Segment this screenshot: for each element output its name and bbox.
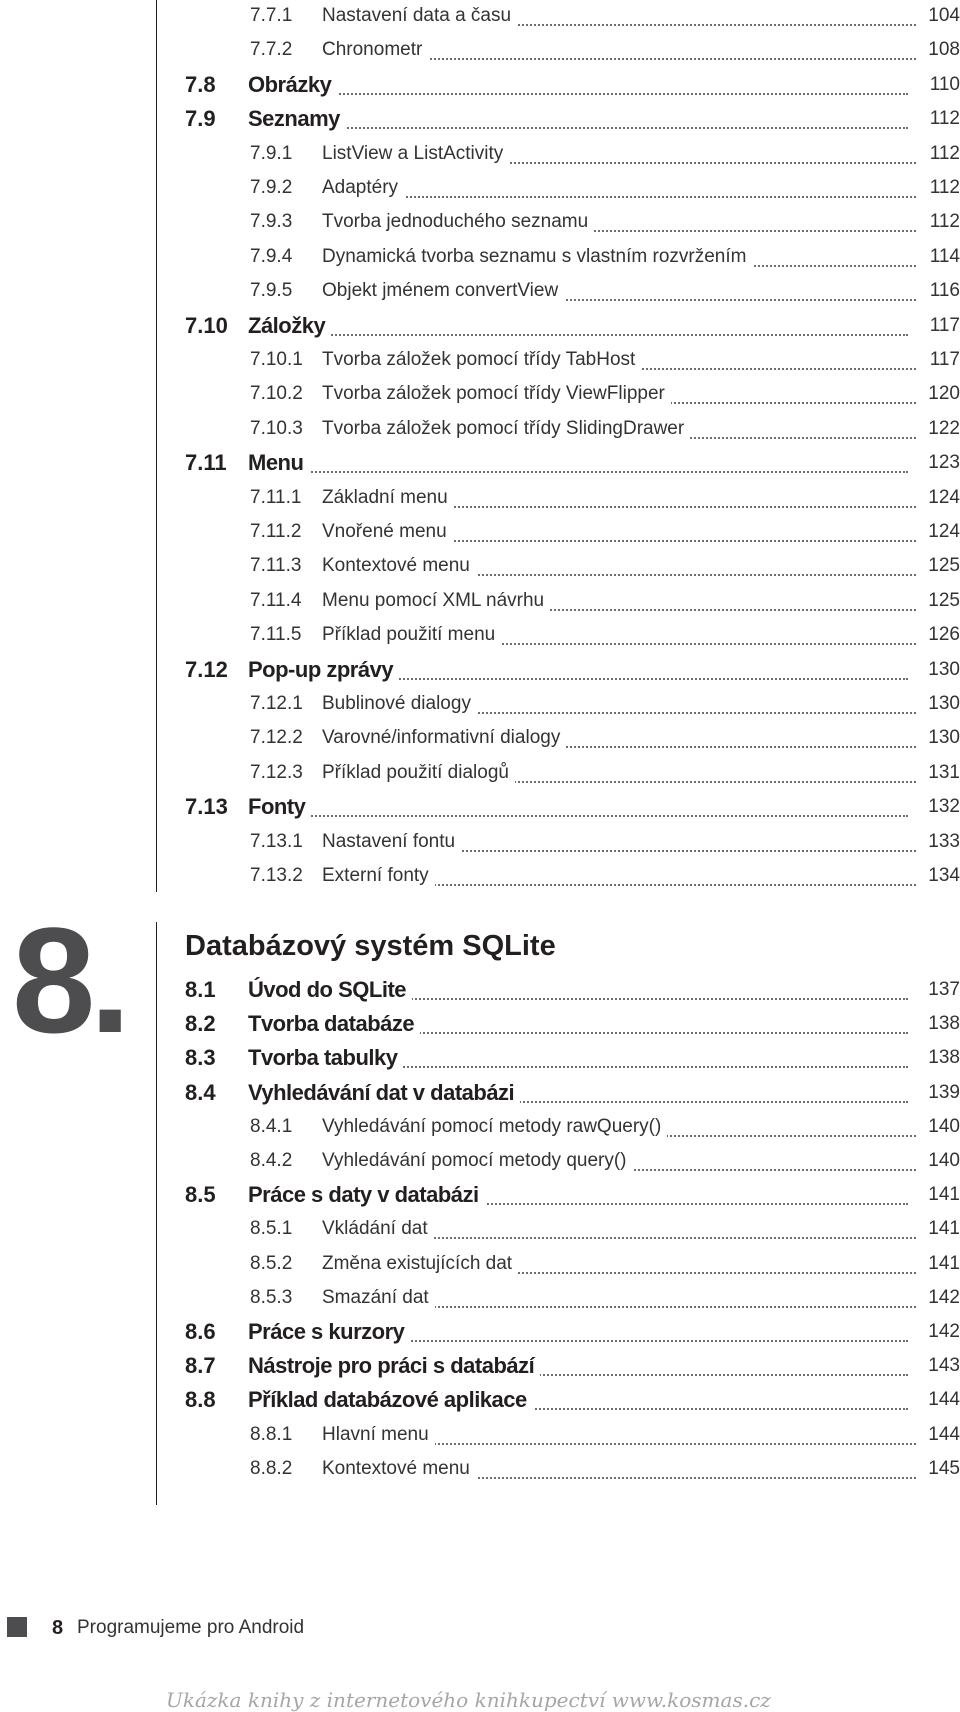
toc-entry-page: 117: [929, 349, 960, 370]
toc-entry-page: 110: [929, 73, 960, 95]
toc-entry-title: Nástroje pro práci s databází: [248, 1354, 540, 1378]
toc-entry-title: Smazání dat: [322, 1286, 435, 1310]
toc-entry-number: 8.8.2: [250, 1457, 293, 1479]
toc-entry-page: 126: [928, 624, 960, 646]
toc-entry-number: 8.3: [185, 1045, 216, 1071]
toc-entry-number: 7.9.3: [250, 211, 293, 233]
toc-entry-number: 7.12.2: [250, 727, 303, 749]
toc-entry-title: Hlavní menu: [322, 1423, 435, 1447]
toc-entry: [0, 1181, 960, 1211]
footer-page-number: 8: [52, 1617, 64, 1639]
toc-entry: [0, 243, 960, 273]
toc-entry-number: 7.11.1: [250, 486, 302, 508]
toc-entry-number: 8.5.2: [250, 1252, 293, 1274]
toc-entry-page: 133: [928, 830, 960, 852]
toc-entry-title: Tvorba tabulky: [248, 1046, 403, 1070]
toc-entry-title: Menu pomocí XML návrhu: [322, 589, 550, 613]
toc-entry: [0, 312, 960, 342]
toc-entry-page: 145: [928, 1457, 960, 1479]
toc-entry: [0, 71, 960, 101]
toc-entry: [0, 208, 960, 238]
toc-entry-page: 142: [928, 1321, 960, 1342]
toc-entry: [0, 656, 960, 686]
toc-entry-title: Adaptéry: [322, 176, 404, 200]
toc-entry-page: 144: [928, 1423, 960, 1445]
toc-entry-title: Pop-up zprávy: [248, 658, 399, 682]
toc-entry-title: Chronometr: [322, 38, 428, 62]
toc-entry-title: Tvorba záložek pomocí třídy ViewFlipper: [322, 382, 671, 406]
toc-entry-number: 7.11.2: [250, 521, 302, 542]
toc-entry-number: 7.12.1: [250, 693, 303, 714]
toc-entry: [0, 1284, 960, 1314]
toc-entry-number: 8.5: [185, 1182, 216, 1208]
toc-entry-page: 142: [928, 1286, 960, 1308]
toc-entry-title: Vyhledávání pomocí metody rawQuery(): [322, 1115, 667, 1139]
toc-entry-page: 120: [928, 383, 960, 405]
toc-entry-number: 7.10: [185, 312, 228, 338]
toc-entry-page: 137: [928, 979, 960, 1000]
toc-entry: [0, 828, 960, 858]
toc-entry-number: 7.7.1: [250, 5, 293, 26]
toc-entry-title: Úvod do SQLite: [248, 978, 412, 1002]
toc-entry-title: Tvorba databáze: [248, 1012, 420, 1036]
toc-entry-title: Externí fonty: [322, 864, 435, 888]
toc-entry-page: 130: [928, 693, 960, 714]
toc-entry-number: 7.11.5: [250, 624, 302, 646]
toc-entry-page: 114: [929, 245, 960, 267]
toc-entry-title: Základní menu: [322, 486, 454, 510]
toc-entry: [0, 552, 960, 582]
toc-entry-number: 8.8: [185, 1387, 216, 1413]
toc-entry-page: 131: [928, 761, 960, 783]
toc-entry-number: 7.7.2: [250, 39, 293, 61]
toc-entry-page: 112: [929, 108, 960, 130]
toc-entry-page: 125: [928, 589, 960, 611]
toc-entry-title: Nastavení data a času: [322, 4, 517, 28]
toc-entry: [0, 277, 960, 307]
toc-entry: [0, 36, 960, 66]
toc-entry-page: 140: [928, 1115, 960, 1137]
toc-entry-number: 7.13.2: [250, 865, 303, 886]
toc-entry-page: 130: [928, 658, 960, 680]
toc-entry-number: 8.7: [185, 1353, 216, 1379]
toc-entry-page: 140: [928, 1150, 960, 1171]
toc-entry-page: 122: [928, 417, 960, 439]
toc-entry-title: Tvorba záložek pomocí třídy SlidingDrawer: [322, 417, 690, 441]
toc-entry-title: Vyhledávání pomocí metody query(): [322, 1149, 633, 1173]
toc-entry-number: 7.10.2: [250, 383, 303, 405]
toc-entry-title: ListView a ListActivity: [322, 142, 509, 166]
toc-entry-number: 7.13: [185, 794, 228, 820]
toc-entry: [0, 976, 960, 1006]
toc-entry: [0, 1318, 960, 1348]
toc-entry: [0, 2, 960, 32]
toc-entry: [0, 621, 960, 651]
toc-entry: [0, 1044, 960, 1074]
toc-entry-title: Tvorba jednoduchého seznamu: [322, 210, 594, 234]
toc-entry: [0, 449, 960, 479]
toc-entry-title: Příklad použití dialogů: [322, 761, 515, 785]
toc-entry-number: 7.11: [185, 450, 227, 476]
toc-entry-title: Vyhledávání dat v databázi: [248, 1081, 520, 1105]
toc-entry-page: 112: [929, 177, 960, 198]
toc-entry-page: 123: [928, 452, 960, 474]
toc-entry-title: Kontextové menu: [322, 1457, 476, 1481]
toc-entry: [0, 140, 960, 170]
toc-entry-title: Fonty: [248, 795, 311, 819]
toc-entry-page: 104: [928, 5, 960, 26]
toc-leader-dots: [248, 316, 908, 336]
toc-entry-page: 141: [928, 1252, 960, 1274]
toc-entry: [0, 1215, 960, 1245]
toc-entry-number: 7.12.3: [250, 761, 303, 783]
toc-entry-number: 7.8: [185, 71, 216, 97]
toc-entry-number: 7.9.5: [250, 280, 293, 302]
toc-entry-number: 7.9.4: [250, 245, 293, 267]
toc-entry-page: 112: [929, 211, 960, 233]
toc-entry-page: 116: [929, 280, 960, 302]
toc-entry-number: 7.12: [185, 656, 228, 682]
toc-entry-page: 117: [929, 314, 960, 336]
toc-entry-title: Bublinové dialogy: [322, 692, 477, 716]
toc-entry-title: Příklad databázové aplikace: [248, 1388, 533, 1412]
toc-entry-number: 8.1: [185, 977, 216, 1002]
toc-entry: [0, 759, 960, 789]
toc-entry: [0, 1079, 960, 1109]
toc-entry-title: Dynamická tvorba seznamu s vlastním rozvržením: [322, 245, 752, 269]
toc-entry: [0, 1421, 960, 1451]
toc-entry-title: Tvorba záložek pomocí třídy TabHost: [322, 348, 641, 372]
toc-entry-title: Seznamy: [248, 107, 346, 131]
toc-entry-page: 124: [928, 486, 960, 508]
toc-entry-title: Varovné/informativní dialogy: [322, 726, 566, 750]
toc-entry-number: 8.5.3: [250, 1286, 293, 1308]
toc-entry-number: 7.9.1: [250, 142, 293, 164]
toc-entry-title: Práce s kurzory: [248, 1320, 410, 1344]
toc-entry: [0, 793, 960, 823]
toc-entry: [0, 1455, 960, 1485]
toc-entry-title: Vkládání dat: [322, 1217, 434, 1241]
toc-entry: [0, 174, 960, 204]
toc-entry-title: Záložky: [248, 314, 331, 338]
toc-entry: [0, 1113, 960, 1143]
toc-leader-dots: [322, 178, 916, 198]
toc-entry: [0, 724, 960, 754]
toc-entry: [0, 346, 960, 376]
toc-entry-page: 141: [928, 1184, 960, 1206]
toc-entry-page: 125: [928, 555, 960, 577]
toc-entry: [0, 484, 960, 514]
toc-entry-page: 112: [929, 142, 960, 164]
toc-entry-page: 144: [928, 1389, 960, 1411]
footer-book-title: Programujeme pro Android: [77, 1617, 305, 1638]
toc-entry-page: 138: [928, 1013, 960, 1035]
toc-entry-page: 143: [928, 1355, 960, 1377]
toc-entry-title: Vnořené menu: [322, 520, 453, 544]
chapter-title: Databázový systém SQLite: [185, 930, 556, 962]
toc-leader-dots: [248, 797, 908, 817]
toc-entry-number: 7.11.4: [250, 589, 302, 611]
toc-entry: [0, 105, 960, 135]
toc-entry-title: Nastavení fontu: [322, 830, 461, 854]
toc-entry-number: 8.4.1: [250, 1115, 293, 1137]
toc-entry: [0, 862, 960, 892]
toc-leader-dots: [248, 453, 908, 473]
toc-entry-page: 134: [928, 865, 960, 886]
toc-entry: [0, 1250, 960, 1280]
toc-leader-dots: [248, 75, 908, 95]
footer-square-marker: [7, 1617, 27, 1637]
toc-entry: [0, 1010, 960, 1040]
toc-leader-dots: [248, 109, 908, 129]
toc-entry-number: 8.2: [185, 1011, 216, 1037]
toc-entry-number: 7.9: [185, 106, 216, 132]
toc-entry-title: Kontextové menu: [322, 554, 476, 578]
toc-entry-title: Obrázky: [248, 73, 337, 97]
toc-entry-page: 141: [928, 1218, 960, 1240]
toc-entry-page: 132: [928, 796, 960, 818]
toc-entry-number: 8.8.1: [250, 1423, 293, 1445]
toc-entry: [0, 415, 960, 445]
toc-entry-page: 108: [928, 39, 960, 61]
toc-entry: [0, 587, 960, 617]
toc-entry-title: Menu: [248, 451, 309, 475]
toc-entry-number: 7.10.3: [250, 417, 303, 439]
toc-entry: [0, 690, 960, 720]
toc-entry-title: Objekt jménem convertView: [322, 279, 564, 303]
toc-entry-number: 8.6: [185, 1319, 216, 1344]
toc-entry-page: 124: [928, 521, 960, 542]
toc-entry: [0, 1386, 960, 1416]
toc-entry-number: 8.4: [185, 1079, 216, 1105]
toc-entry: [0, 1147, 960, 1177]
toc-entry-title: Práce s daty v databázi: [248, 1183, 485, 1207]
toc-entry-number: 8.5.1: [250, 1218, 293, 1240]
toc-entry-page: 138: [928, 1047, 960, 1069]
toc-entry: [0, 518, 960, 548]
toc-entry-page: 139: [928, 1081, 960, 1103]
watermark: Ukázka knihy z internetového knihkupectví www.kosmas.cz: [166, 1688, 771, 1712]
toc-entry: [0, 1352, 960, 1382]
toc-entry-title: Příklad použití menu: [322, 623, 501, 647]
toc-entry: [0, 380, 960, 410]
toc-entry-number: 7.10.1: [250, 349, 303, 370]
toc-entry-number: 8.4.2: [250, 1150, 293, 1171]
toc-entry-page: 130: [928, 727, 960, 749]
chapter-number: 8.: [12, 896, 126, 1064]
toc-entry-title: Změna existujících dat: [322, 1252, 518, 1276]
toc-entry-number: 7.9.2: [250, 177, 293, 198]
toc-entry-number: 7.11.3: [250, 555, 302, 577]
toc-entry-number: 7.13.1: [250, 830, 303, 852]
